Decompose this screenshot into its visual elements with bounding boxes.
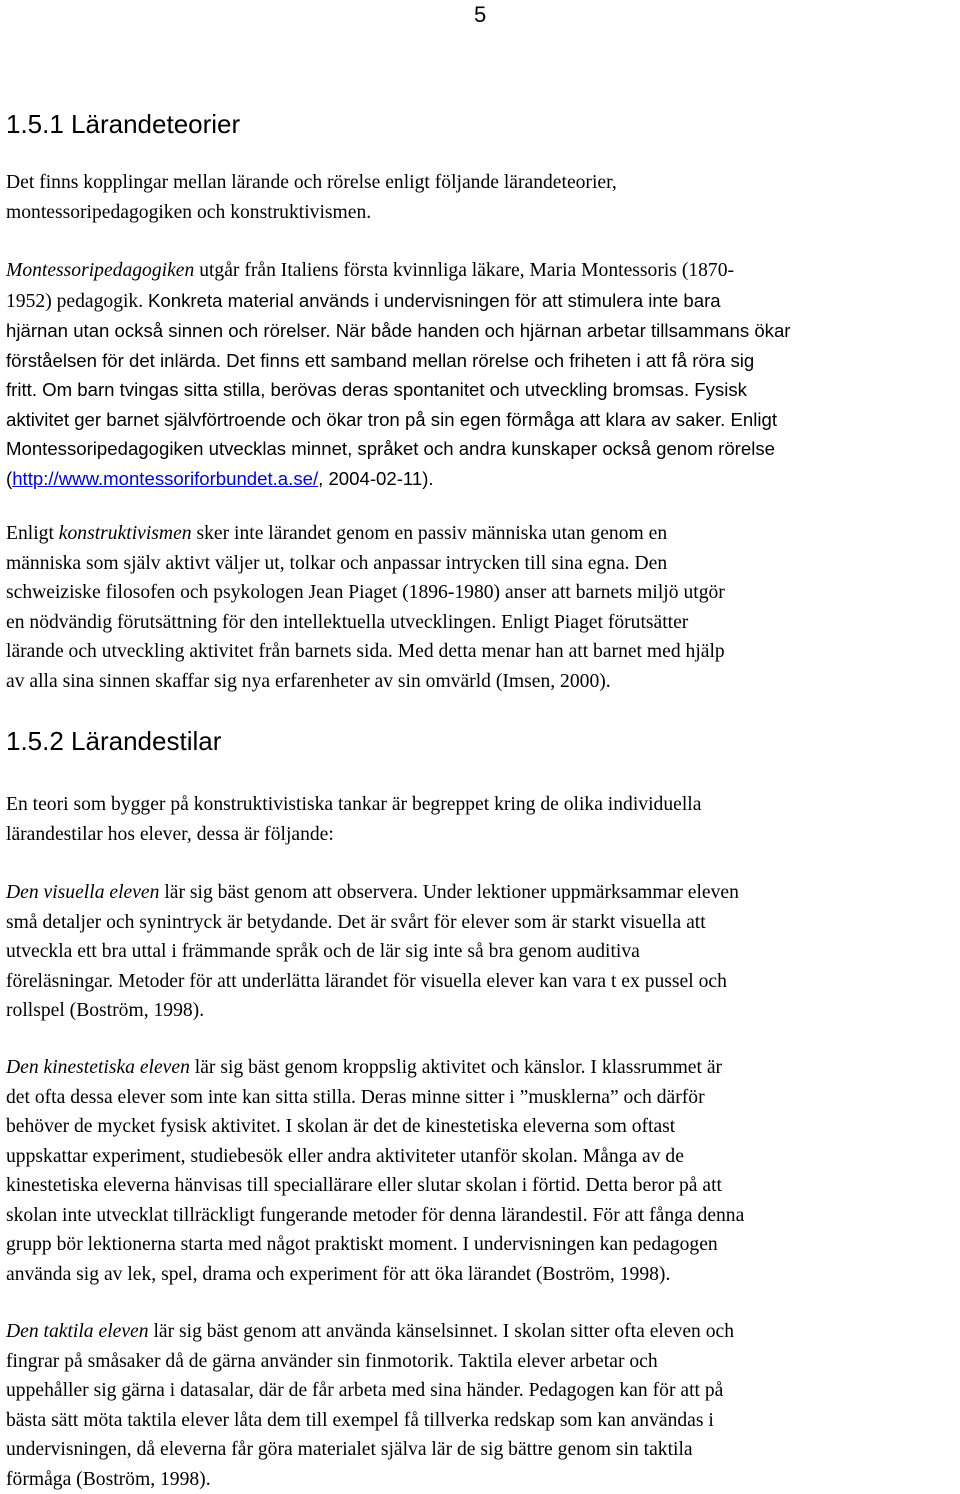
text-segment: utgår från Italiens första kvinnliga läkare, Maria Montessoris (1870- [194, 260, 734, 281]
text-line [6, 1053, 744, 1083]
montessori-link[interactable]: http://www.montessoriforbundet.a.se/ [12, 468, 318, 489]
text-line: schweiziske filosofen och psykologen Jean Piaget (1896-1980) anser att barnets miljö utgör [6, 578, 725, 608]
text-line [6, 286, 791, 317]
text-line [6, 256, 791, 286]
section-heading-1-5-1: 1.5.1 Lärandeteorier [6, 108, 240, 140]
text-line [6, 878, 739, 908]
text-line: kinestetiska eleverna hänvisas till speciallärare eller slutar skolan i förtid. Detta beror på att [6, 1171, 744, 1201]
text-line: av alla sina sinnen skaffar sig nya erfarenheter av sin omvärld (Imsen, 2000). [6, 667, 725, 697]
term-montessoripedagogiken: Montessoripedagogiken [6, 260, 194, 281]
text-line: uppehåller sig gärna i datasalar, där de får arbeta med sina händer. Pedagogen kan för att på [6, 1376, 734, 1406]
text-segment: sker inte lärandet genom en passiv människa utan genom en [192, 523, 668, 544]
term-tactile-learner: Den taktila eleven [6, 1321, 149, 1342]
text-line [6, 519, 725, 549]
text-segment: , 2004-02-11). [318, 468, 433, 489]
term-visual-learner: Den visuella eleven [6, 882, 159, 903]
text-segment: ( [6, 468, 12, 489]
text-line: lärande och utveckling aktivitet från barnets sida. Med detta menar han att barnet med hjälp [6, 637, 725, 667]
text-line: en nödvändig förutsättning för den intellektuella utvecklingen. Enligt Piaget förutsätter [6, 608, 725, 638]
text-line: uppskattar experiment, studiebesök eller andra aktiviteter utanför skolan. Många av de [6, 1142, 744, 1172]
paragraph-tactile-learner [6, 1317, 734, 1494]
text-line: montessoripedagogiken och konstruktivismen. [6, 198, 617, 228]
page-number: 5 [474, 2, 486, 28]
paragraph-visual-learner [6, 878, 739, 1026]
text-line: föreläsningar. Metoder för att underlätta lärandet för visuella elever kan vara t ex pussel och [6, 967, 739, 997]
text-line [6, 464, 791, 494]
text-line: grupp bör lektionerna starta med något praktiskt moment. I undervisningen kan pedagogen [6, 1230, 744, 1260]
text-line: små detaljer och synintryck är betydande. Det är svårt för elever som är starkt visuella att [6, 908, 739, 938]
text-line: undervisningen, då eleverna får göra materialet själva lär de sig bättre genom sin taktila [6, 1435, 734, 1465]
text-line: utveckla ett bra uttal i främmande språk och de lär sig inte så bra genom auditiva [6, 937, 739, 967]
paragraph-montessori [6, 256, 791, 493]
text-line: hjärnan utan också sinnen och rörelser. När både handen och hjärnan arbetar tillsammans ökar [6, 316, 791, 346]
text-line: rollspel (Boström, 1998). [6, 996, 739, 1026]
text-segment: lär sig bäst genom kroppslig aktivitet och känslor. I klassrummet är [190, 1057, 722, 1078]
paragraph-learning-styles-intro [6, 790, 701, 849]
text-line: En teori som bygger på konstruktivistiska tankar är begreppet kring de olika individuella [6, 790, 701, 820]
text-line: behöver de mycket fysisk aktivitet. I skolan är det de kinestetiska eleverna som oftast [6, 1112, 744, 1142]
term-konstruktivismen: konstruktivismen [59, 523, 192, 544]
text-line: bästa sätt möta taktila elever låta dem till exempel få tillverka redskap som kan användas i [6, 1406, 734, 1436]
paragraph-constructivism [6, 519, 725, 696]
section-heading-1-5-2: 1.5.2 Lärandestilar [6, 725, 221, 757]
paragraph-kinesthetic-learner [6, 1053, 744, 1289]
text-line: det ofta dessa elever som inte kan sitta stilla. Deras minne sitter i ”musklerna” och därför [6, 1083, 744, 1113]
text-segment: Konkreta material används i undervisningen för att stimulera inte bara [148, 290, 721, 311]
text-line: förståelsen för det inlärda. Det finns ett samband mellan rörelse och friheten i att få röra sig [6, 346, 791, 376]
paragraph-intro [6, 168, 617, 227]
text-line: aktivitet ger barnet självförtroende och ökar tron på sin egen förmåga att klara av saker. Enligt [6, 405, 791, 435]
text-line: människa som själv aktivt väljer ut, tolkar och anpassar intrycken till sina egna. Den [6, 549, 725, 579]
text-segment: 1952) pedagogik. [6, 291, 148, 312]
text-line: fritt. Om barn tvingas sitta stilla, berövas deras spontanitet och utveckling bromsas. Fysisk [6, 375, 791, 405]
text-line: fingrar på småsaker då de gärna använder sin finmotorik. Taktila elever arbetar och [6, 1347, 734, 1377]
text-line: Montessoripedagogiken utvecklas minnet, språket och andra kunskaper också genom rörelse [6, 434, 791, 464]
text-line [6, 1317, 734, 1347]
text-segment: lär sig bäst genom att observera. Under lektioner uppmärksammar eleven [159, 882, 738, 903]
text-segment: lär sig bäst genom att använda känselsinnet. I skolan sitter ofta eleven och [149, 1321, 734, 1342]
text-line: lärandestilar hos elever, dessa är följande: [6, 820, 701, 850]
text-line: förmåga (Boström, 1998). [6, 1465, 734, 1494]
text-segment: Enligt [6, 523, 59, 544]
text-line: Det finns kopplingar mellan lärande och rörelse enligt följande lärandeteorier, [6, 168, 617, 198]
term-kinesthetic-learner: Den kinestetiska eleven [6, 1057, 190, 1078]
text-line: använda sig av lek, spel, drama och experiment för att öka lärandet (Boström, 1998). [6, 1260, 744, 1290]
text-line: skolan inte utvecklat tillräckligt fungerande metoder för denna lärandestil. För att fånga denna [6, 1201, 744, 1231]
